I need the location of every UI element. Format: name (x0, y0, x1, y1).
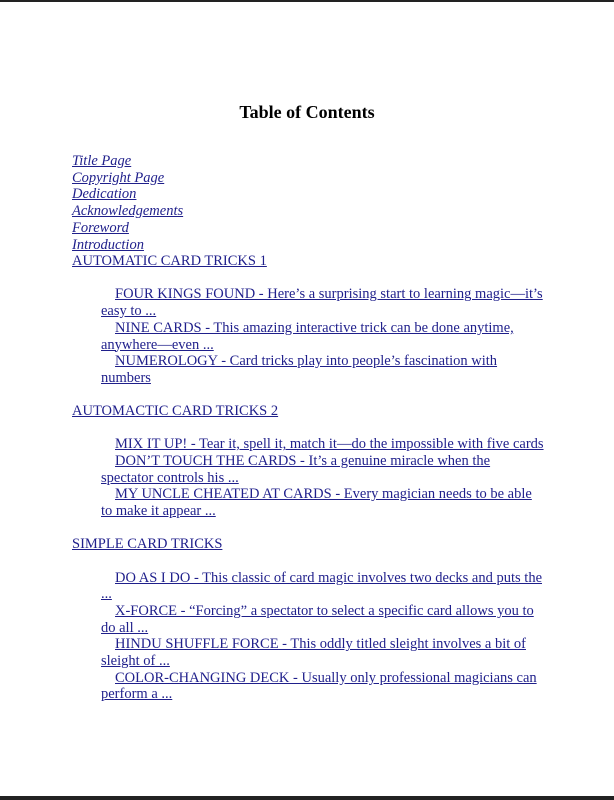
toc-section-1[interactable]: AUTOMATIC CARD TRICKS 1 (72, 253, 267, 270)
toc-section-3[interactable]: SIMPLE CARD TRICKS (72, 536, 223, 553)
toc-link-introduction[interactable]: Introduction (72, 236, 144, 253)
list-item (72, 570, 546, 603)
toc-chapter-link[interactable]: NINE CARDS - This amazing interactive trick can be done anytime, anywhere—even ... (101, 319, 514, 353)
bottom-border (0, 796, 614, 800)
front-matter-list (72, 153, 552, 253)
list-item (72, 603, 546, 636)
toc-link-dedication[interactable]: Dedication (72, 186, 137, 203)
section-3-chapters (72, 570, 552, 704)
list-item (72, 486, 546, 519)
list-item (72, 453, 546, 486)
toc-chapter-link[interactable]: COLOR-CHANGING DECK - Usually only professional magicians can perform a ... (101, 669, 537, 703)
toc-chapter-link[interactable]: MIX IT UP! - Tear it, spell it, match it—do the impossible with five cards (115, 436, 544, 453)
toc-chapter-link[interactable]: NUMEROLOGY - Card tricks play into people’s fascination with numbers (101, 353, 498, 386)
section-2-chapters (72, 436, 552, 520)
toc-chapter-link[interactable]: MY UNCLE CHEATED AT CARDS - Every magician needs to be able to make it appear ... (101, 486, 532, 520)
toc-section-2[interactable]: AUTOMACTIC CARD TRICKS 2 (72, 403, 279, 420)
toc-chapter-link[interactable]: DO AS I DO - This classic of card magic involves two decks and puts the ... (101, 569, 542, 603)
toc-chapter-link[interactable]: HINDU SHUFFLE FORCE - This oddly titled sleight involves a bit of sleight of ... (101, 636, 526, 670)
top-border (0, 0, 614, 2)
list-item (72, 670, 546, 703)
list-item (72, 320, 546, 353)
toc-link-title-page[interactable]: Title Page (72, 153, 132, 169)
toc-link-acknowledgements[interactable]: Acknowledgements (72, 203, 184, 220)
toc-link-copyright-page[interactable]: Copyright Page (72, 169, 165, 186)
table-of-contents (72, 153, 552, 720)
list-item (72, 436, 546, 453)
toc-chapter-link[interactable]: DON’T TOUCH THE CARDS - It’s a genuine miracle when the spectator controls his ... (101, 453, 491, 486)
list-item (72, 353, 546, 386)
list-item (72, 636, 546, 669)
toc-link-foreword[interactable]: Foreword (72, 219, 129, 236)
section-1-chapters (72, 286, 552, 386)
page-title: Table of Contents (239, 102, 375, 122)
list-item (72, 286, 546, 319)
toc-chapter-link[interactable]: FOUR KINGS FOUND - Here’s a surprising start to learning magic—it’s easy to ... (101, 286, 543, 320)
toc-chapter-link[interactable]: X-FORCE - “Forcing” a spectator to select a specific card allows you to do all ... (101, 602, 534, 636)
